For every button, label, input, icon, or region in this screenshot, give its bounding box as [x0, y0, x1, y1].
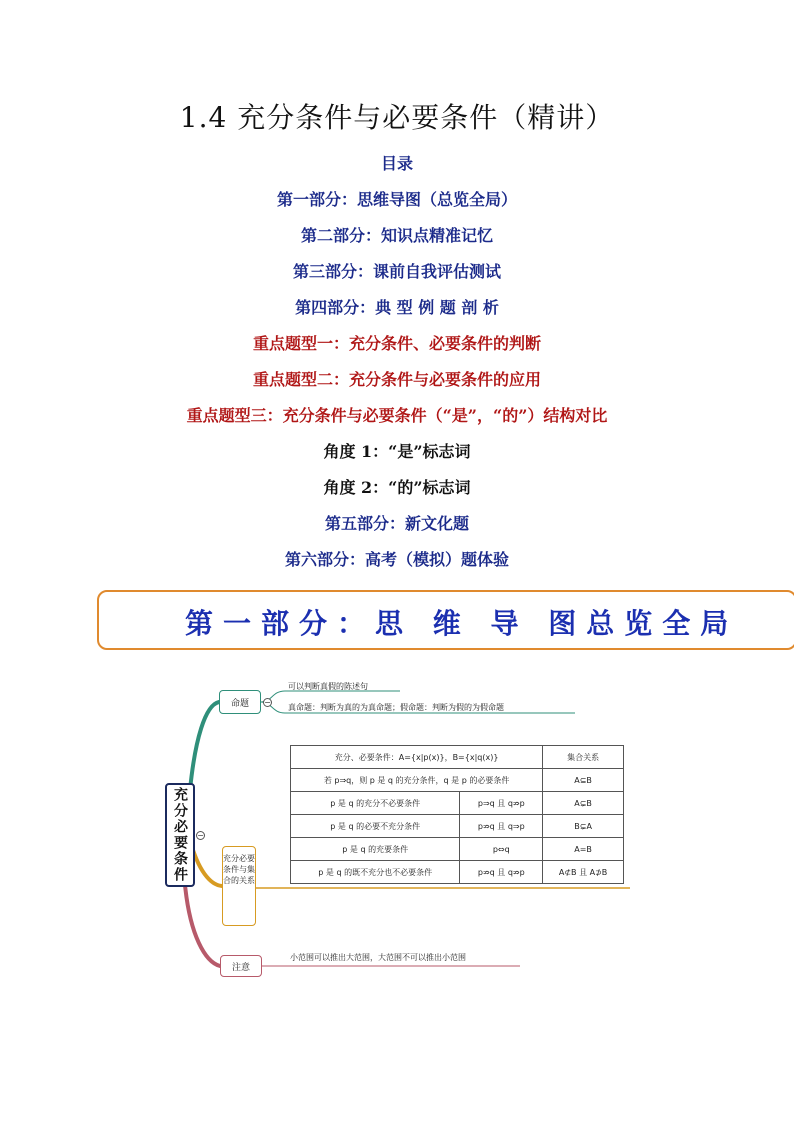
mind-map-leaf: 可以判断真假的陈述句 — [288, 682, 368, 691]
table-row — [291, 792, 624, 815]
toc-item: 重点题型一：充分条件、必要条件的判断 — [252, 334, 541, 353]
table-header-cell: 集合关系 — [543, 746, 624, 769]
table-cell: p 是 q 的充要条件 — [291, 838, 460, 861]
table-cell: p⇔q — [460, 838, 543, 861]
table-row — [291, 861, 624, 884]
table-cell: p⇏q 且 q⇏p — [460, 861, 543, 884]
table-cell: A⊄B 且 A⊅B — [543, 861, 624, 884]
table-row — [291, 769, 624, 792]
table-cell: p 是 q 的充分不必要条件 — [291, 792, 460, 815]
mind-map-node-set-relation: 充分必要条件与集合的关系 — [222, 846, 256, 926]
table-cell: p 是 q 的必要不充分条件 — [291, 815, 460, 838]
toc-item: 角度 2：“的”标志词 — [323, 478, 471, 497]
toc-item: 重点题型二：充分条件与必要条件的应用 — [252, 370, 541, 389]
table-cell: p⇒q 且 q⇏p — [460, 792, 543, 815]
toc-item: 角度 1：“是”标志词 — [323, 442, 471, 461]
document-title: 1.4 充分条件与必要条件（精讲） — [179, 101, 615, 134]
table-cell: B⊊A — [543, 815, 624, 838]
toc-item: 第四部分：典 型 例 题 剖 析 — [295, 298, 499, 317]
toc-item: 第五部分：新文化题 — [324, 514, 469, 533]
table-header-cell: 充分、必要条件：A={x|p(x)}，B={x|q(x)} — [291, 746, 543, 769]
table-row — [291, 838, 624, 861]
section-banner-title: 第一部分：思 维 导 图总览全局 — [185, 607, 739, 640]
mind-map-node-note: 注意 — [220, 955, 262, 977]
mind-map-root: 充分必要条件 — [165, 783, 195, 887]
set-relation-table — [290, 745, 624, 884]
toc-item: 第一部分：思维导图（总览全局） — [276, 190, 517, 209]
table-cell: 若 p⇒q，则 p 是 q 的充分条件，q 是 p 的必要条件 — [291, 769, 543, 792]
collapse-icon[interactable]: − — [264, 698, 271, 707]
table-cell: A⊊B — [543, 792, 624, 815]
toc-item: 第二部分：知识点精准记忆 — [300, 226, 493, 245]
table-row — [291, 815, 624, 838]
toc-item: 第三部分：课前自我评估测试 — [292, 262, 501, 281]
mind-map-node-proposition: 命题 — [219, 690, 261, 714]
table-cell: A⊆B — [543, 769, 624, 792]
toc-heading: 目录 — [380, 154, 413, 173]
mind-map-leaf: 真命题：判断为真的为真命题；假命题：判断为假的为假命题 — [288, 703, 504, 712]
table-cell: p⇏q 且 q⇒p — [460, 815, 543, 838]
table-cell: p 是 q 的既不充分也不必要条件 — [291, 861, 460, 884]
toc-item: 重点题型三：充分条件与必要条件（“是”，“的”）结构对比 — [186, 406, 608, 425]
table-cell: A=B — [543, 838, 624, 861]
toc-item: 第六部分：高考（模拟）题体验 — [284, 550, 509, 569]
mind-map-leaf: 小范围可以推出大范围，大范围不可以推出小范围 — [290, 953, 466, 962]
collapse-icon[interactable]: − — [197, 831, 204, 840]
